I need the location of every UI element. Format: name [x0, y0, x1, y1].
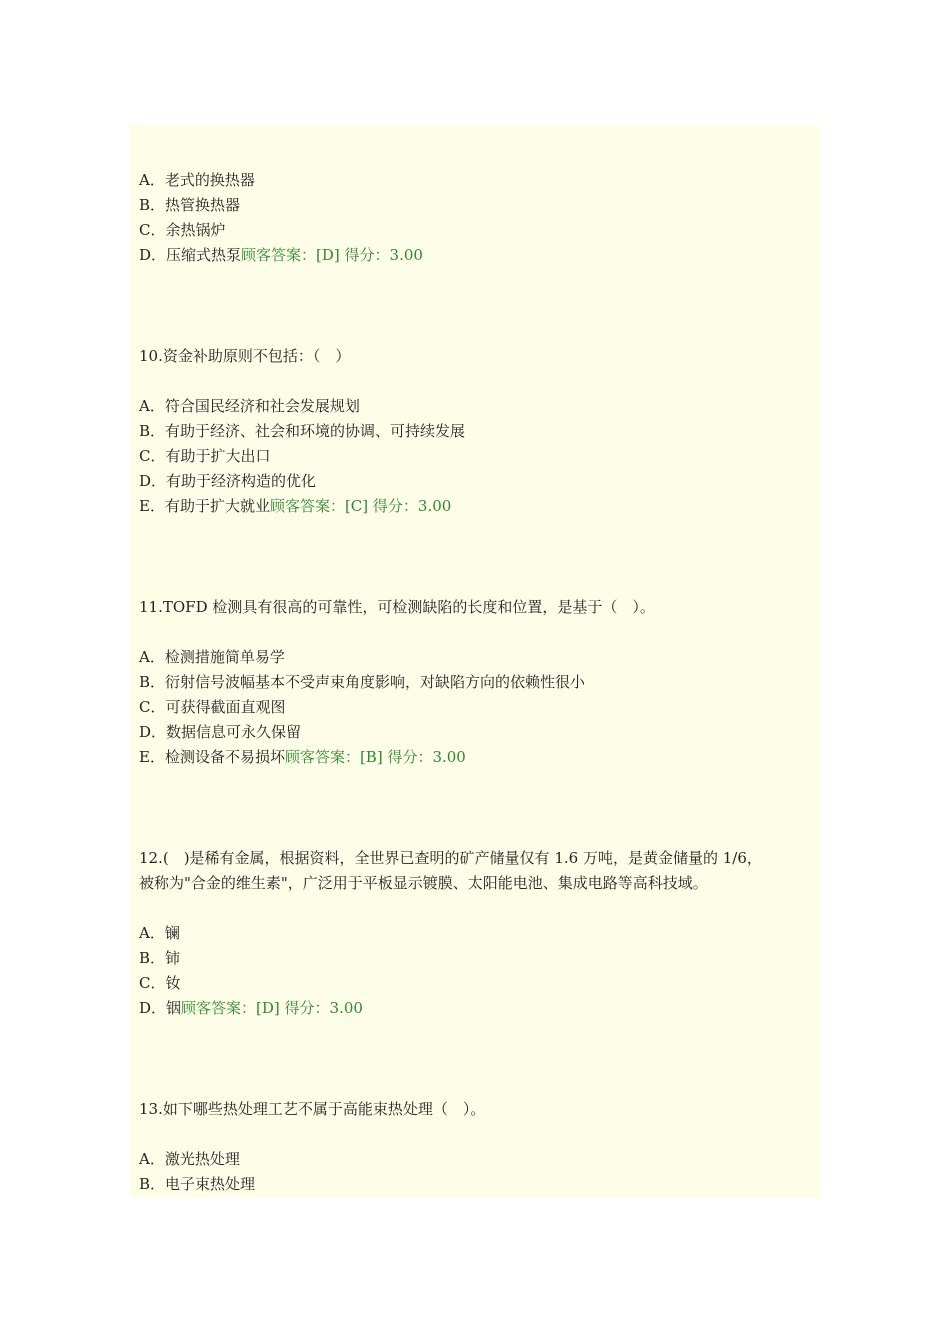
question-10-options: [139, 394, 465, 519]
question-11-options: [139, 645, 585, 770]
option-a: A．镧: [139, 924, 180, 942]
option-e-text: E．有助于扩大就业: [139, 497, 270, 515]
question-12-options: [139, 921, 363, 1021]
customer-answer: 顾客答案：[B] 得分：3.00: [284, 748, 466, 766]
option-a: A．激光热处理: [139, 1150, 240, 1168]
option-d: D．数据信息可永久保留: [139, 723, 302, 741]
option-b: B．铈: [139, 949, 181, 967]
customer-answer: 顾客答案：[C] 得分：3.00: [269, 497, 452, 515]
question-9-options: [139, 168, 423, 268]
option-a: A．老式的换热器: [139, 171, 255, 189]
question-13-title: 13.如下哪些热处理工艺不属于高能束热处理（ ）。: [139, 1100, 486, 1118]
option-b: B．电子束热处理: [139, 1175, 256, 1193]
option-a: A．检测措施简单易学: [139, 648, 285, 666]
option-c: C．可获得截面直观图: [139, 698, 286, 716]
option-d: [139, 243, 423, 268]
option-b: B．热管换热器: [139, 196, 241, 214]
question-13-options: [139, 1147, 255, 1197]
question-11-title: 11.TOFD 检测具有很高的可靠性，可检测缺陷的长度和位置，是基于（ ）。: [139, 598, 655, 616]
option-d-text: D．压缩式热泵: [139, 246, 242, 264]
question-12-title: [139, 846, 762, 896]
option-e: [139, 745, 585, 770]
option-e: [139, 494, 465, 519]
question-10-title: 10.资金补助原则不包括：（ ）: [139, 347, 351, 365]
option-c: C．余热锅炉: [139, 221, 226, 239]
option-d: D．有助于经济构造的优化: [139, 472, 317, 490]
option-d: [139, 996, 363, 1021]
option-b: B．有助于经济、社会和环境的协调、可持续发展: [139, 422, 466, 440]
customer-answer: 顾客答案：[D] 得分：3.00: [241, 246, 423, 264]
option-c: C．有助于扩大出口: [139, 447, 271, 465]
option-e-text: E．检测设备不易损坏: [139, 748, 285, 766]
option-d-text: D．铟: [139, 999, 182, 1017]
option-b: B．衍射信号波幅基本不受声束角度影响，对缺陷方向的依赖性很小: [139, 673, 586, 691]
question-12-line1: 12.( )是稀有金属，根据资料，全世界已查明的矿产储量仅有 1.6 万吨，是黄金储量的 1/6，: [139, 849, 762, 867]
question-12-line2: 被称为"合金的维生素"，广泛用于平板显示镀膜、太阳能电池、集成电路等高科技域。: [139, 874, 708, 892]
option-a: A．符合国民经济和社会发展规划: [139, 397, 360, 415]
customer-answer: 顾客答案：[D] 得分：3.00: [181, 999, 363, 1017]
option-c: C．钕: [139, 974, 181, 992]
